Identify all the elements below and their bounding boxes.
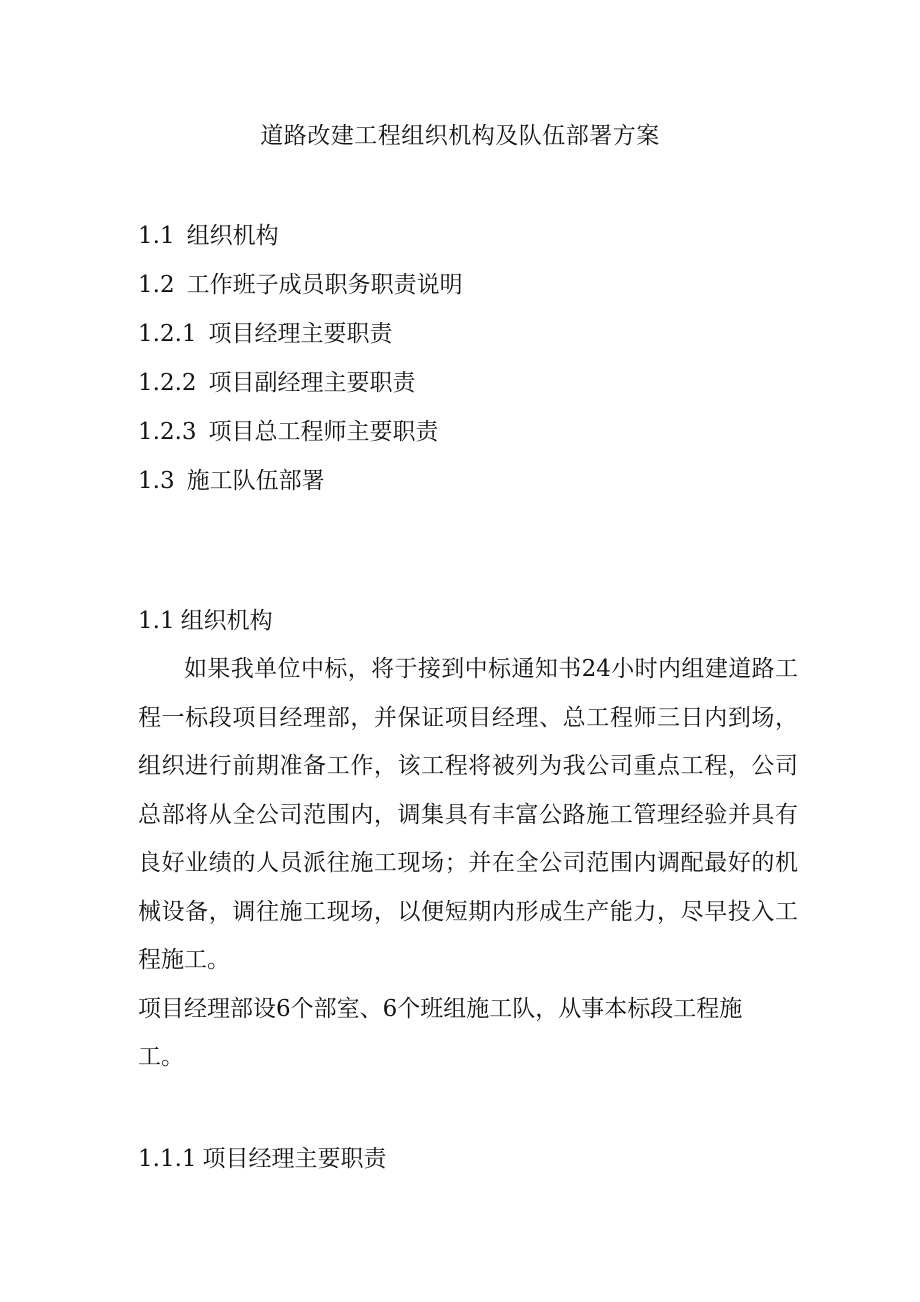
toc-item[interactable]	[138, 463, 798, 512]
toc-item[interactable]	[138, 218, 798, 267]
toc-item-label: 施工队伍部署	[186, 468, 325, 494]
section-1-1-1	[138, 1141, 798, 1177]
body-paragraph: 项目经理部设6个部室、6个班组施工队，从事本标段工程施工。	[138, 995, 743, 1070]
toc-item-number: 1.3	[138, 468, 175, 494]
section-heading	[138, 1141, 798, 1177]
section-title: 项目经理主要职责	[202, 1146, 387, 1172]
toc-item[interactable]	[138, 316, 798, 365]
body-paragraph: 如果我单位中标，将于接到中标通知书24小时内组建道路工程一标段项目经理部，并保证项目经理、总工程师三日内到场，组织进行前期准备工作，该工程将被列为我公司重点工程，公司总部将从全公司范围内，调集具有丰富公路施工管理经验并具有良好业绩的人员派往施工现场；并在全公司范围内调配最好的机械设备，调往施工现场，以便短期内形成生产能力，尽早投入工程施工。	[138, 656, 798, 973]
toc-item-label: 项目副经理主要职责	[208, 370, 416, 396]
section-1-1-body	[138, 645, 798, 1082]
toc-item-label: 组织机构	[186, 223, 279, 249]
toc-item-label: 工作班子成员职务职责说明	[186, 272, 463, 298]
toc-item[interactable]	[138, 414, 798, 463]
toc-item-label: 项目经理主要职责	[208, 321, 393, 347]
section-1-1	[138, 603, 798, 639]
toc-item-number: 1.2.3	[138, 419, 197, 445]
section-heading	[138, 603, 798, 639]
document-title: 道路改建工程组织机构及队伍部署方案	[260, 123, 660, 149]
section-number: 1.1	[138, 608, 175, 634]
toc-item-label: 项目总工程师主要职责	[208, 419, 439, 445]
table-of-contents	[138, 218, 798, 512]
section-title: 组织机构	[180, 608, 273, 634]
toc-item-number: 1.1	[138, 223, 175, 249]
toc-item[interactable]	[138, 267, 798, 316]
toc-item-number: 1.2.1	[138, 321, 197, 347]
toc-item-number: 1.2	[138, 272, 175, 298]
toc-item-number: 1.2.2	[138, 370, 197, 396]
toc-item[interactable]	[138, 365, 798, 414]
section-number: 1.1.1	[138, 1146, 197, 1172]
